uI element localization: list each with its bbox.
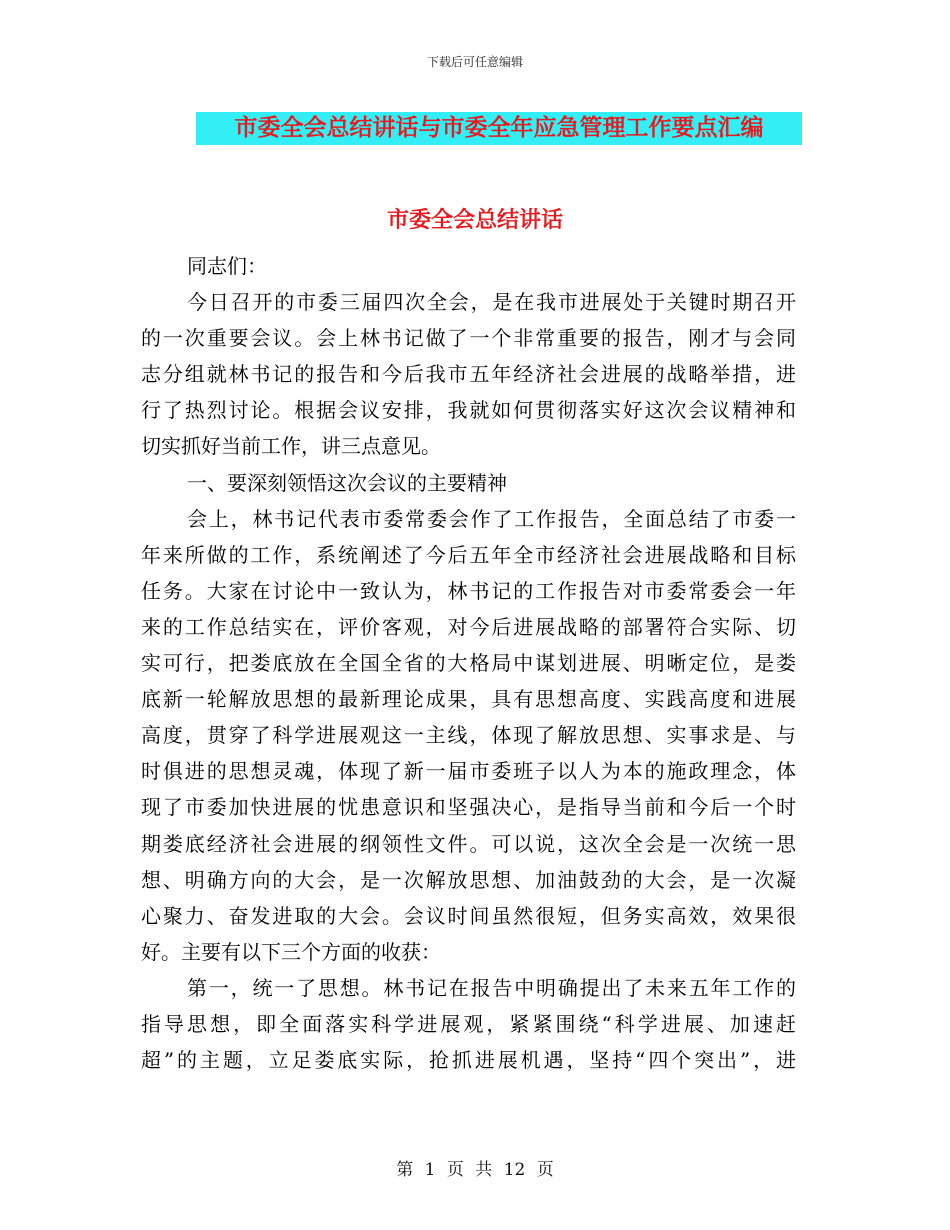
text-line: 今日召开的市委三届四次全会，是在我市进展处于关键时期召开 [187,290,796,315]
text-line: 任务。大家在讨论中一致认为，林书记的工作报告对市委常委会一年 [141,578,796,603]
text-line: 年来所做的工作，系统阐述了今后五年全市经济社会进展战略和目标 [141,542,796,567]
text-line: 高度，贯穿了科学进展观这一主线，体现了解放思想、实事求是、与 [141,723,796,748]
text-line: 时俱进的思想灵魂，体现了新一届市委班子以人为本的施政理念，体 [141,759,796,784]
text-line: 切实抓好当前工作，讲三点意见。 [141,434,441,459]
page-header-note: 下载后可任意编辑 [426,55,523,69]
text-line: 现了市委加快进展的忧患意识和坚强决心，是指导当前和今后一个时 [141,795,796,820]
text-line: 底新一轮解放思想的最新理论成果，具有思想高度、实践高度和进展 [141,687,796,712]
text-line: 会上，林书记代表市委常委会作了工作报告，全面总结了市委一 [187,506,796,531]
page-footer: 第 1 页 共 12 页 [396,1160,554,1180]
text-line: 好。主要有以下三个方面的收获： [141,939,441,964]
text-line: 行了热烈讨论。根据会议安排，我就如何贯彻落实好这次会议精神和 [141,398,796,423]
text-line: 实可行，把娄底放在全国全省的大格局中谋划进展、明晰定位，是娄 [141,651,796,676]
section-title: 市委全会总结讲话 [386,208,563,233]
document-title: 市委全会总结讲话与市委全年应急管理工作要点汇编 [196,112,802,145]
text-line: 想、明确方向的大会，是一次解放思想、加油鼓劲的大会，是一次凝 [141,867,796,892]
text-line: 志分组就林书记的报告和今后我市五年经济社会进展的战略举措，进 [141,362,796,387]
text-line: 来的工作总结实在，评价客观，对今后进展战略的部署符合实际、切 [141,614,796,639]
text-line: 指导思想，即全面落实科学进展观，紧紧围绕“科学进展、加速赶 [141,1011,796,1036]
text-line: 第一，统一了思想。林书记在报告中明确提出了未来五年工作的 [187,975,796,1000]
text-line: 超”的主题，立足娄底实际，抢抓进展机遇，坚持“四个突出”，进 [141,1048,796,1073]
text-line: 的一次重要会议。会上林书记做了一个非常重要的报告，刚才与会同 [141,326,796,351]
text-line: 同志们： [187,254,267,278]
text-line: 期娄底经济社会进展的纲领性文件。可以说，这次全会是一次统一思 [141,831,796,856]
body-text [141,248,796,1078]
text-line: 一、要深刻领悟这次会议的主要精神 [187,470,507,495]
text-line: 心聚力、奋发进取的大会。会议时间虽然很短，但务实高效，效果很 [141,903,796,928]
